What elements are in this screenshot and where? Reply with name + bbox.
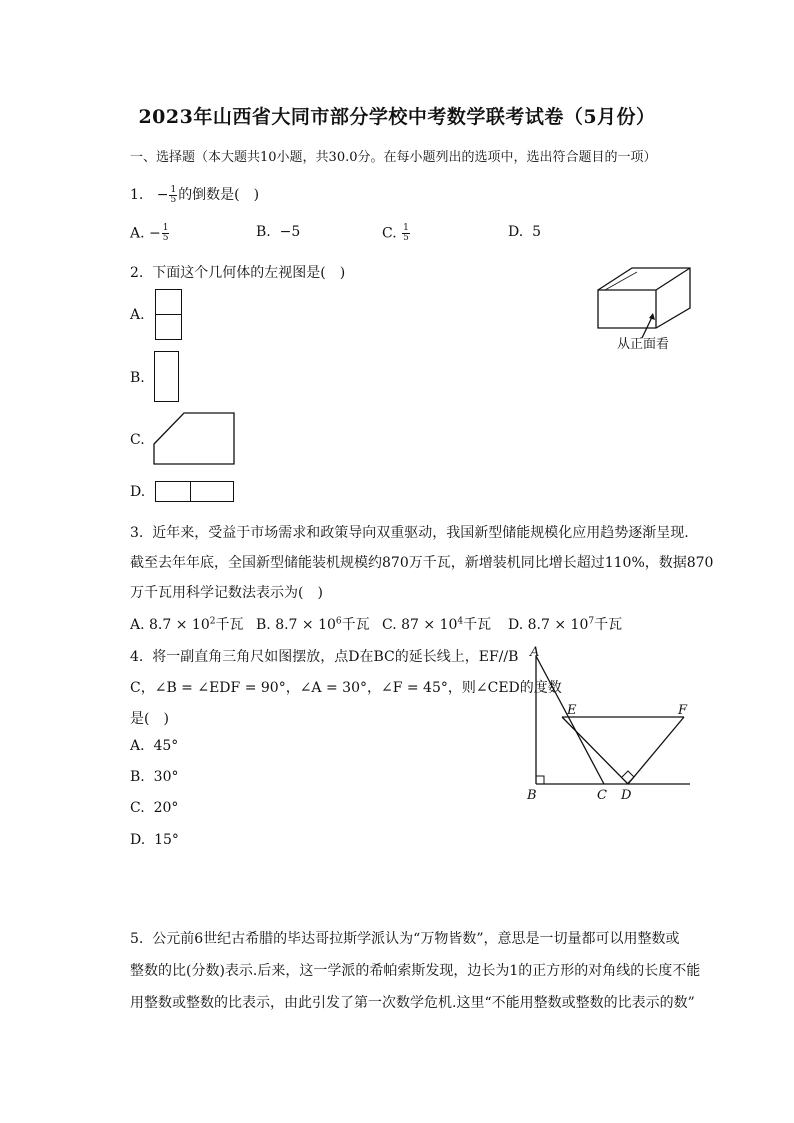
q3-option-d: D. $8.7 \times 10^7$千瓦 — [508, 616, 623, 633]
q2-option-b-label: B. — [130, 370, 145, 386]
label-A: A — [530, 645, 540, 660]
q3-option-b: B. $8.7 \times 10^6$千瓦 — [256, 616, 370, 633]
label-B: B — [527, 788, 537, 803]
q1-fraction: $\frac{1}{5}$ — [170, 184, 177, 205]
question-4-line-2: C，∠B = ∠EDF = 90°，∠A = 30°，∠F = 45°，则∠CED的度数 — [130, 680, 562, 696]
q2-option-b-figure — [154, 351, 179, 402]
q1-stem: 的倒数是( ) — [178, 187, 260, 203]
q2-option-d-figure — [155, 481, 234, 502]
label-F: F — [678, 703, 688, 718]
label-D: D — [621, 788, 632, 803]
label-C: C — [597, 788, 607, 803]
q2-option-c-label: C. — [130, 432, 145, 448]
right-angle-D — [622, 771, 634, 783]
segment-FD — [628, 717, 684, 784]
q2-option-c-figure — [152, 411, 238, 466]
q1-option-c: C. $\frac{1}{5}$ — [382, 223, 409, 243]
question-5-line-1: 5. 公元前6世纪古希腊的毕达哥拉斯学派认为“万物皆数”，意思是一切量都可以用整数或 — [130, 931, 680, 947]
q1-number: 1. — [130, 187, 144, 203]
question-1 — [130, 184, 259, 205]
question-3-line-1: 3. 近年来，受益于市场需求和政策导向双重驱动，我国新型储能规模化应用趋势逐渐呈现. — [130, 525, 689, 541]
q4-option-d: D. 15° — [130, 832, 179, 848]
q4-triangle-figure — [524, 642, 696, 812]
question-4-line-1: 4. 将一副直角三角尺如图摆放，点D在BC的延长线上，EF//B — [130, 649, 519, 665]
question-3-line-3: 万千瓦用科学记数法表示为( ) — [130, 585, 323, 601]
question-4-line-3: 是( ) — [130, 711, 169, 727]
q2-caption: 从正面看 — [617, 337, 670, 352]
q2-option-a-figure — [155, 289, 182, 340]
segment-AC — [536, 656, 604, 784]
q2-option-a-label: A. — [130, 307, 145, 323]
right-angle-B — [536, 776, 544, 784]
arrow-head-icon — [649, 313, 655, 320]
q4-option-a: A. 45° — [130, 738, 179, 754]
label-E: E — [567, 703, 577, 718]
q4-option-b: B. 30° — [130, 769, 179, 785]
question-3-line-2: 截至去年年底，全国新型储能装机规模约870万千瓦，新增装机同比增长超过110%，数据870 — [130, 555, 714, 571]
q2-option-d-label: D. — [130, 484, 146, 500]
q4-option-c: C. 20° — [130, 800, 179, 816]
question-2: 2. 下面这个几何体的左视图是( ) — [130, 265, 346, 281]
question-5-line-3: 用整数或整数的比表示，由此引发了第一次数学危机.这里“不能用整数或整数的比表示的数” — [130, 995, 695, 1011]
q1-option-d: D. 5 — [508, 224, 542, 240]
q3-option-c: C. $87 \times 10^4$千瓦 — [382, 616, 492, 633]
question-5-line-2: 整数的比(分数)表示.后来，这一学派的希帕索斯发现，边长为1的正方形的对角线的长度不能 — [130, 963, 701, 979]
exam-title: 2023年山西省大同市部分学校中考数学联考试卷（5月份） — [138, 106, 656, 128]
q1-option-a: A. − $\frac{1}{5}$ — [130, 223, 169, 243]
section-header: 一、选择题（本大题共10小题，共30.0分。在每小题列出的选项中，选出符合题目的一项） — [130, 150, 657, 165]
q3-option-a: A. $8.7 \times 10^2$千瓦 — [130, 616, 244, 633]
segment-ED — [562, 717, 628, 784]
q1-option-b: B. −5 — [256, 224, 301, 240]
q1-minus: − — [156, 187, 169, 203]
